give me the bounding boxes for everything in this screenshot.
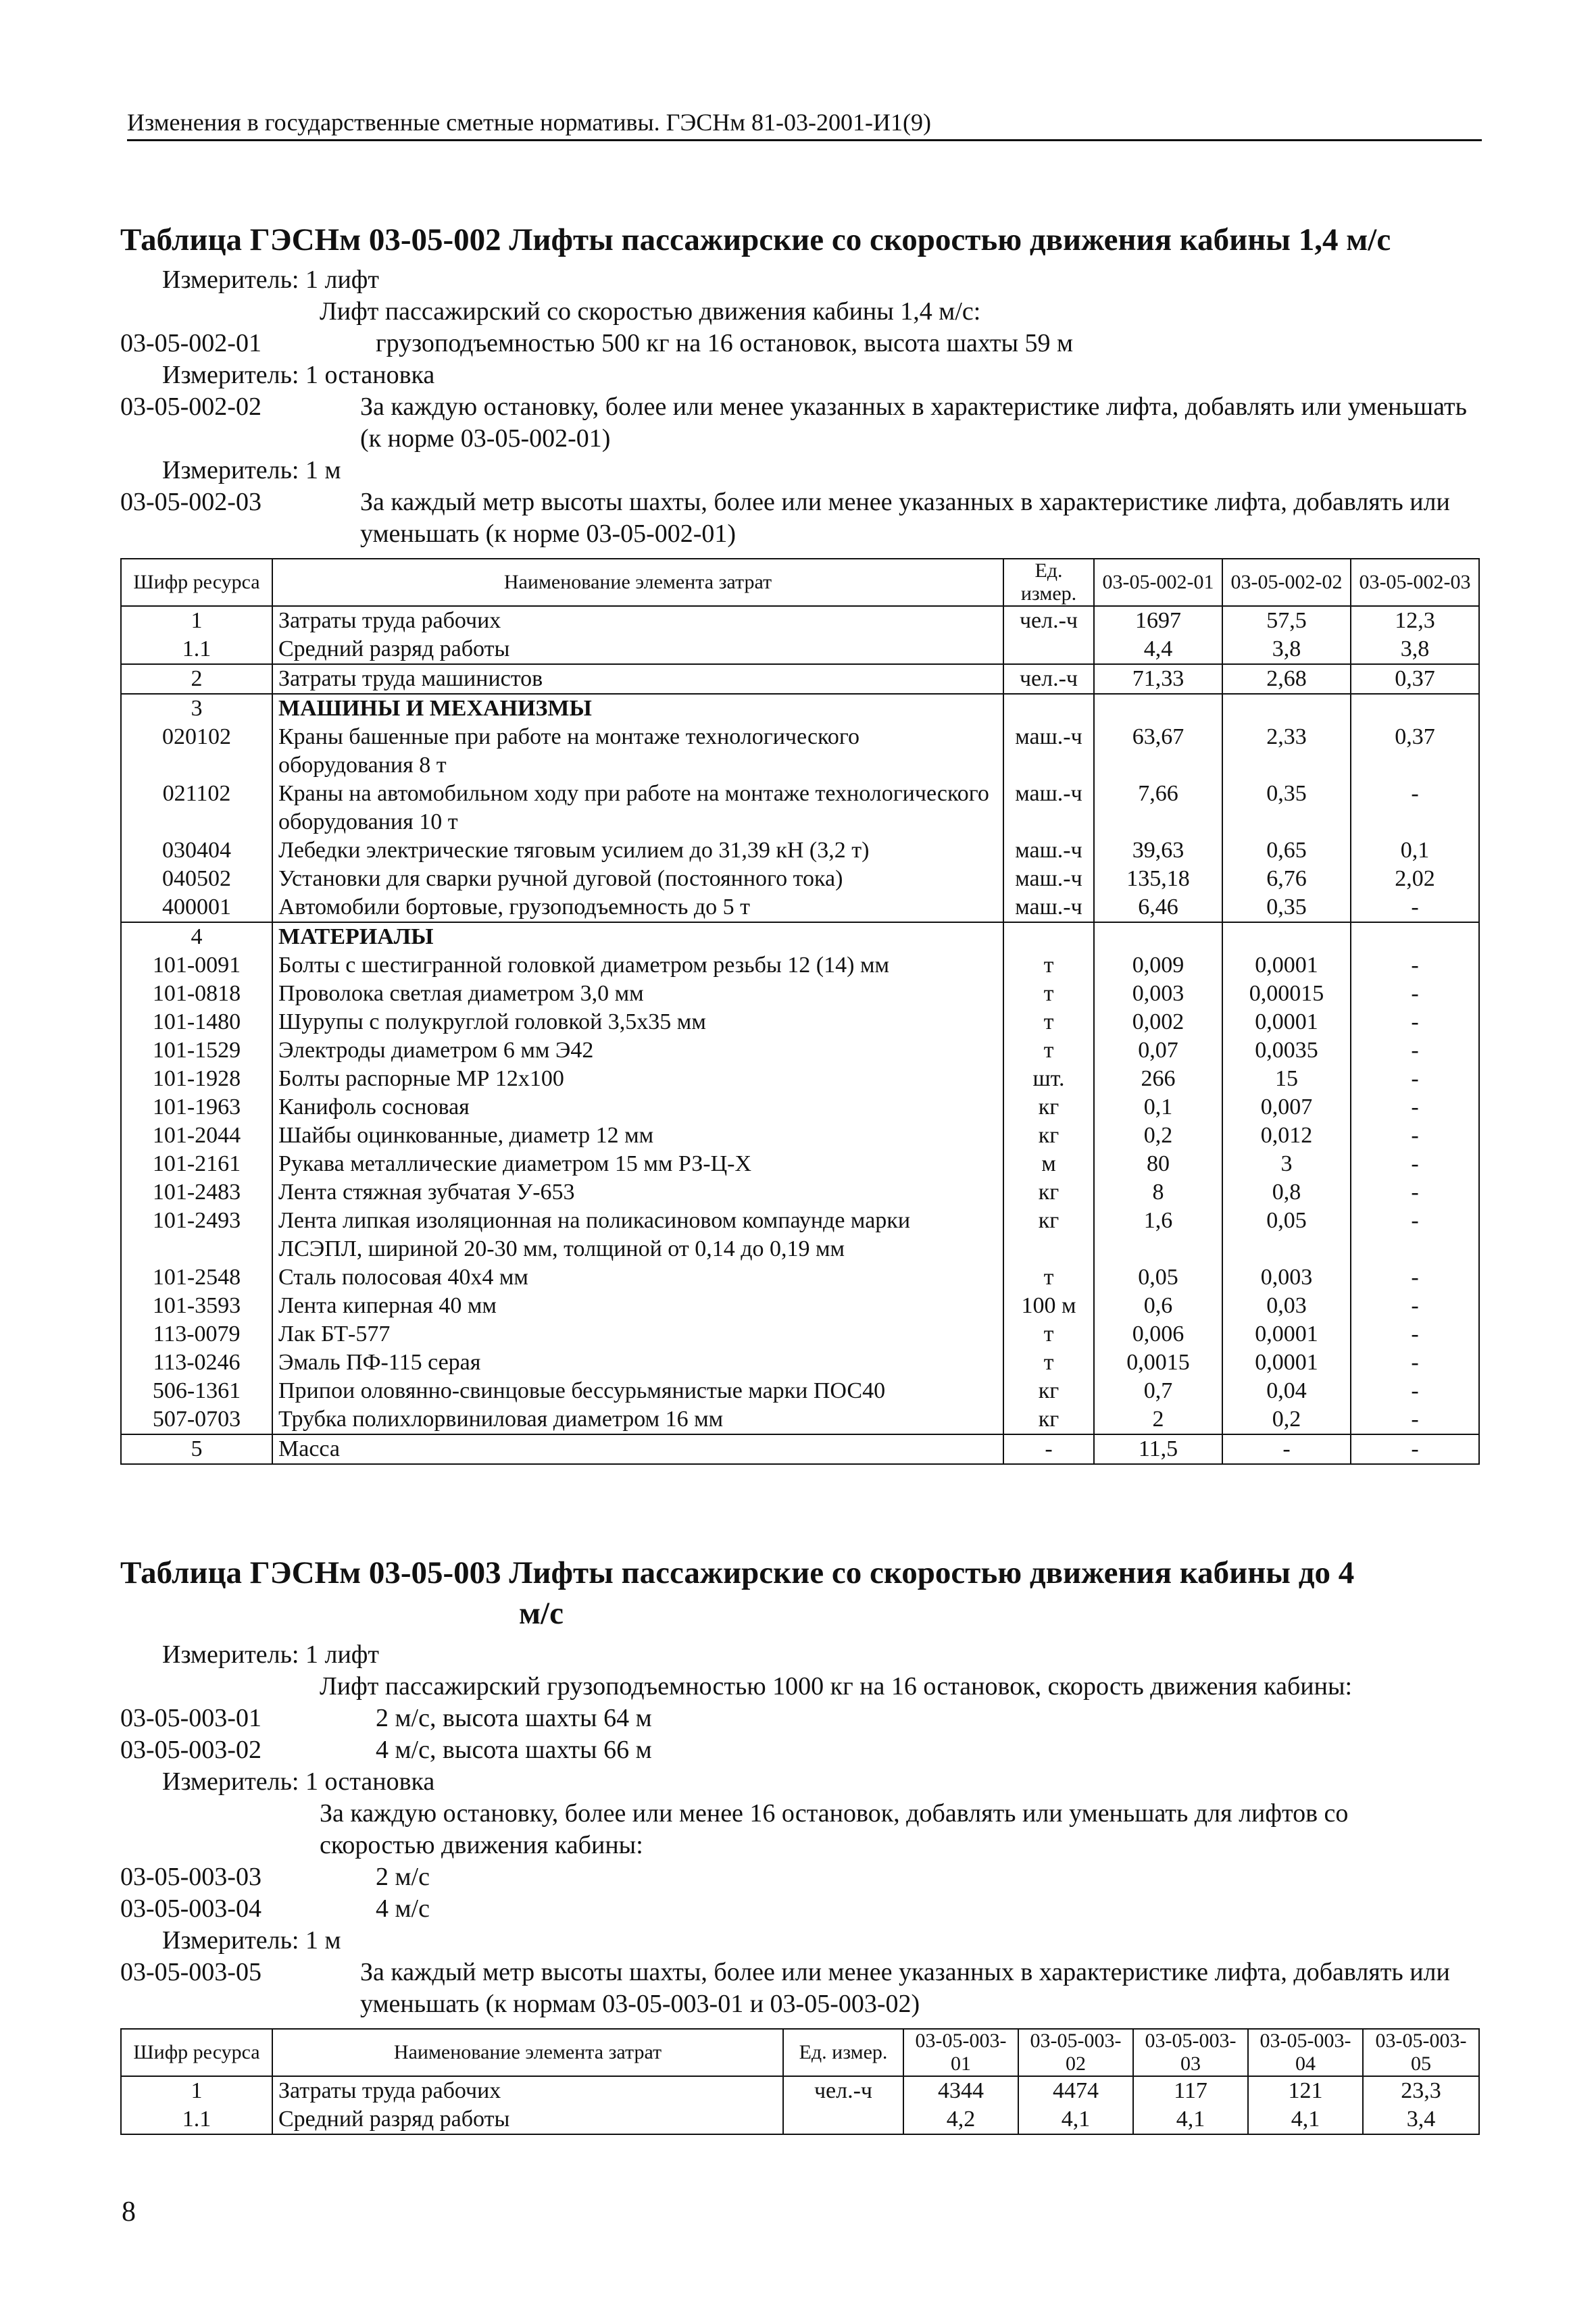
cell-value: 4474 bbox=[1018, 2076, 1133, 2105]
cell-value: 117 bbox=[1133, 2076, 1248, 2105]
table-header-row bbox=[121, 559, 1479, 606]
cell-value: 0,0035 bbox=[1222, 1036, 1351, 1065]
cell-name: Рукава металлические диаметром 15 мм РЗ-Ц-Х bbox=[272, 1150, 1003, 1178]
cell-name: Канифоль сосновая bbox=[272, 1093, 1003, 1122]
cell-name: Шурупы с полукруглой головкой 3,5х35 мм bbox=[272, 1008, 1003, 1036]
norm-code: 03-05-003-04 bbox=[120, 1894, 261, 1923]
cell-unit: маш.-ч bbox=[1003, 780, 1094, 836]
cell-name: Средний разряд работы bbox=[272, 2105, 783, 2134]
cell-value: 71,33 bbox=[1094, 664, 1222, 694]
table-row bbox=[121, 1434, 1479, 1464]
cell-unit: - bbox=[1003, 1434, 1094, 1464]
cell-code: 021102 bbox=[121, 780, 272, 836]
cell-value: 11,5 bbox=[1094, 1434, 1222, 1464]
cell-value: 121 bbox=[1248, 2076, 1363, 2105]
cell-value: 0,2 bbox=[1222, 1405, 1351, 1434]
section-table-03-05-003 bbox=[120, 1553, 1478, 2135]
header-norm: 03-05-002-03 bbox=[1351, 559, 1479, 606]
cell-value: 0,0001 bbox=[1222, 951, 1351, 980]
norm-text: 4 м/с bbox=[376, 1894, 430, 1923]
table-row bbox=[121, 951, 1479, 980]
table-header-row bbox=[121, 2029, 1479, 2076]
cell-unit: маш.-ч bbox=[1003, 893, 1094, 922]
cell-value: 39,63 bbox=[1094, 836, 1222, 865]
cell-unit: т bbox=[1003, 1263, 1094, 1292]
cell-value: 0,00015 bbox=[1222, 980, 1351, 1008]
cell-value: 3,4 bbox=[1363, 2105, 1479, 2134]
cell-unit: маш.-ч bbox=[1003, 836, 1094, 865]
cell-value: 57,5 bbox=[1222, 606, 1351, 635]
intro-line: Лифт пассажирский со скоростью движения кабины 1,4 м/с: bbox=[320, 297, 981, 326]
cell-value: 2,33 bbox=[1222, 723, 1351, 780]
cell-value bbox=[1094, 922, 1222, 951]
cell-value: 15 bbox=[1222, 1065, 1351, 1093]
cell-code: 101-2548 bbox=[121, 1263, 272, 1292]
cell-value: 0,35 bbox=[1222, 893, 1351, 922]
cell-unit: 100 м bbox=[1003, 1292, 1094, 1320]
cell-unit: кг bbox=[1003, 1122, 1094, 1150]
cell-unit: т bbox=[1003, 1320, 1094, 1349]
cell-value: 4,1 bbox=[1018, 2105, 1133, 2134]
cell-unit: м bbox=[1003, 1150, 1094, 1178]
table1-description bbox=[120, 264, 1478, 550]
cell-unit: кг bbox=[1003, 1207, 1094, 1263]
cell-unit: маш.-ч bbox=[1003, 723, 1094, 780]
cell-value: 0,0001 bbox=[1222, 1008, 1351, 1036]
cell-value: 4,2 bbox=[903, 2105, 1018, 2134]
table-row bbox=[121, 1150, 1479, 1178]
cell-value: 4,4 bbox=[1094, 635, 1222, 664]
cell-name: Затраты труда рабочих bbox=[272, 2076, 783, 2105]
cell-value: 0,012 bbox=[1222, 1122, 1351, 1150]
cell-value: 12,3 bbox=[1351, 606, 1479, 635]
cell-name: Шайбы оцинкованные, диаметр 12 мм bbox=[272, 1122, 1003, 1150]
cell-value bbox=[1351, 694, 1479, 723]
cell-value: 0,009 bbox=[1094, 951, 1222, 980]
cell-value bbox=[1351, 922, 1479, 951]
cell-value: 3,8 bbox=[1351, 635, 1479, 664]
cell-value: 0,35 bbox=[1222, 780, 1351, 836]
norm-text: 4 м/с, высота шахты 66 м bbox=[376, 1736, 652, 1764]
header-norm: 03-05-003-01 bbox=[903, 2029, 1018, 2076]
cell-value: - bbox=[1351, 951, 1479, 980]
cell-value: 23,3 bbox=[1363, 2076, 1479, 2105]
cell-code: 020102 bbox=[121, 723, 272, 780]
cell-value bbox=[1094, 694, 1222, 723]
cell-code: 101-0818 bbox=[121, 980, 272, 1008]
cell-code: 400001 bbox=[121, 893, 272, 922]
meter-line: Измеритель: 1 м bbox=[162, 1926, 341, 1955]
cell-value: 0,0015 bbox=[1094, 1349, 1222, 1377]
table-row bbox=[121, 1263, 1479, 1292]
norm-text: 2 м/с, высота шахты 64 м bbox=[376, 1704, 652, 1732]
cell-unit: шт. bbox=[1003, 1065, 1094, 1093]
cell-name: Сталь полосовая 40х4 мм bbox=[272, 1263, 1003, 1292]
cell-value: 0,006 bbox=[1094, 1320, 1222, 1349]
cell-name: Лента стяжная зубчатая У-653 bbox=[272, 1178, 1003, 1207]
cell-value: 0,003 bbox=[1094, 980, 1222, 1008]
cell-value: - bbox=[1351, 1434, 1479, 1464]
cell-code: 1.1 bbox=[121, 2105, 272, 2134]
cell-code: 101-2493 bbox=[121, 1207, 272, 1263]
cell-value: 2 bbox=[1094, 1405, 1222, 1434]
norm-text: За каждую остановку, более или менее указанных в характеристике лифта, добавлять или уменьшать (к норме 03-05-002-01) bbox=[360, 393, 1467, 453]
norm-text: За каждый метр высоты шахты, более или менее указанных в характеристике лифта, добавлять или уменьшать (к нормам 03-05-003-01 и 03-05-003-02) bbox=[360, 1958, 1450, 2018]
cell-value: 0,003 bbox=[1222, 1263, 1351, 1292]
table-row bbox=[121, 1377, 1479, 1405]
norm-text: грузоподъемностью 500 кг на 16 остановок, высота шахты 59 м bbox=[376, 329, 1074, 357]
cell-value: - bbox=[1351, 780, 1479, 836]
cell-name: Электроды диаметром 6 мм Э42 bbox=[272, 1036, 1003, 1065]
cell-value: 0,05 bbox=[1222, 1207, 1351, 1263]
cell-value: 0,04 bbox=[1222, 1377, 1351, 1405]
cell-value: - bbox=[1351, 1036, 1479, 1065]
cell-value: - bbox=[1351, 980, 1479, 1008]
table2-title-cont: м/с bbox=[519, 1596, 564, 1631]
cell-value: - bbox=[1351, 1405, 1479, 1434]
cell-code: 1 bbox=[121, 2076, 272, 2105]
cell-value: - bbox=[1351, 1008, 1479, 1036]
cell-value: - bbox=[1222, 1434, 1351, 1464]
header-norm: 03-05-002-02 bbox=[1222, 559, 1351, 606]
cell-code: 101-2161 bbox=[121, 1150, 272, 1178]
cell-value: 0,1 bbox=[1094, 1093, 1222, 1122]
cell-value: 0,0001 bbox=[1222, 1349, 1351, 1377]
table1-title: Таблица ГЭСНм 03-05-002 Лифты пассажирские со скоростью движения кабины 1,4 м/с bbox=[120, 222, 1391, 257]
cell-unit: т bbox=[1003, 1349, 1094, 1377]
header-name: Наименование элемента затрат bbox=[272, 2029, 783, 2076]
cell-value: 63,67 bbox=[1094, 723, 1222, 780]
cell-value: - bbox=[1351, 1377, 1479, 1405]
cell-name: МАТЕРИАЛЫ bbox=[272, 922, 1003, 951]
running-header: Изменения в государственные сметные нормативы. ГЭСНм 81-03-2001-И1(9) bbox=[127, 108, 1482, 141]
cell-unit: кг bbox=[1003, 1405, 1094, 1434]
cell-value: 0,65 bbox=[1222, 836, 1351, 865]
cell-value: - bbox=[1351, 1093, 1479, 1122]
cell-value: - bbox=[1351, 1065, 1479, 1093]
cell-unit: маш.-ч bbox=[1003, 865, 1094, 893]
cell-value: 6,46 bbox=[1094, 893, 1222, 922]
header-code: Шифр ресурса bbox=[121, 2029, 272, 2076]
table-row bbox=[121, 1178, 1479, 1207]
cell-unit: чел.-ч bbox=[1003, 664, 1094, 694]
table-row bbox=[121, 980, 1479, 1008]
table-row bbox=[121, 2076, 1479, 2105]
cell-code: 506-1361 bbox=[121, 1377, 272, 1405]
cell-value: 4,1 bbox=[1133, 2105, 1248, 2134]
cell-value: - bbox=[1351, 1349, 1479, 1377]
cell-unit bbox=[1003, 635, 1094, 664]
cell-value: 0,37 bbox=[1351, 723, 1479, 780]
table-row bbox=[121, 1122, 1479, 1150]
cell-value: - bbox=[1351, 1150, 1479, 1178]
table-row bbox=[121, 664, 1479, 694]
cell-value: 0,8 bbox=[1222, 1178, 1351, 1207]
header-norm: 03-05-003-04 bbox=[1248, 2029, 1363, 2076]
cell-value: 2,68 bbox=[1222, 664, 1351, 694]
cell-value: 0,37 bbox=[1351, 664, 1479, 694]
cell-name: Болты распорные МР 12х100 bbox=[272, 1065, 1003, 1093]
cell-name: Трубка полихлорвиниловая диаметром 16 мм bbox=[272, 1405, 1003, 1434]
cell-name: Установки для сварки ручной дуговой (постоянного тока) bbox=[272, 865, 1003, 893]
cell-value: 1,6 bbox=[1094, 1207, 1222, 1263]
norm-code: 03-05-003-02 bbox=[120, 1736, 261, 1764]
intro-line: Лифт пассажирский грузоподъемностью 1000 кг на 16 остановок, скорость движения кабины: bbox=[320, 1672, 1353, 1701]
cell-unit: кг bbox=[1003, 1377, 1094, 1405]
table-row bbox=[121, 723, 1479, 780]
cell-code: 101-1480 bbox=[121, 1008, 272, 1036]
cell-name: Эмаль ПФ-115 серая bbox=[272, 1349, 1003, 1377]
cell-name: Краны башенные при работе на монтаже технологического оборудования 8 т bbox=[272, 723, 1003, 780]
header-norm: 03-05-003-03 bbox=[1133, 2029, 1248, 2076]
table-row bbox=[121, 865, 1479, 893]
meter-line: Измеритель: 1 лифт bbox=[162, 266, 380, 294]
cell-value: 0,03 bbox=[1222, 1292, 1351, 1320]
table-row bbox=[121, 1405, 1479, 1434]
cell-name: Лак БТ-577 bbox=[272, 1320, 1003, 1349]
cell-value: - bbox=[1351, 1178, 1479, 1207]
cell-name: Лебедки электрические тяговым усилием до 31,39 кН (3,2 т) bbox=[272, 836, 1003, 865]
cell-unit: т bbox=[1003, 1036, 1094, 1065]
cell-value bbox=[1222, 922, 1351, 951]
cell-code: 1.1 bbox=[121, 635, 272, 664]
cell-code: 2 bbox=[121, 664, 272, 694]
cell-value bbox=[1222, 694, 1351, 723]
norm-code: 03-05-003-05 bbox=[120, 1958, 261, 1986]
meter-line: Измеритель: 1 м bbox=[162, 456, 341, 484]
cell-value: - bbox=[1351, 1292, 1479, 1320]
table-row bbox=[121, 1093, 1479, 1122]
cell-code: 113-0079 bbox=[121, 1320, 272, 1349]
table-row bbox=[121, 694, 1479, 723]
cell-unit bbox=[1003, 922, 1094, 951]
cell-code: 040502 bbox=[121, 865, 272, 893]
cell-value: 0,2 bbox=[1094, 1122, 1222, 1150]
table-row bbox=[121, 1320, 1479, 1349]
cell-name: Проволока светлая диаметром 3,0 мм bbox=[272, 980, 1003, 1008]
header-unit: Ед. измер. bbox=[783, 2029, 903, 2076]
meter-line: Измеритель: 1 лифт bbox=[162, 1640, 380, 1669]
header-norm: 03-05-002-01 bbox=[1094, 559, 1222, 606]
cell-code: 5 bbox=[121, 1434, 272, 1464]
cell-code: 030404 bbox=[121, 836, 272, 865]
cell-code: 101-1963 bbox=[121, 1093, 272, 1122]
cell-code: 101-2044 bbox=[121, 1122, 272, 1150]
resource-table-2 bbox=[120, 2028, 1480, 2135]
cell-value: 0,1 bbox=[1351, 836, 1479, 865]
cell-value: 4344 bbox=[903, 2076, 1018, 2105]
cell-value: 135,18 bbox=[1094, 865, 1222, 893]
cell-value: - bbox=[1351, 1263, 1479, 1292]
table-row bbox=[121, 922, 1479, 951]
cell-value: 0,007 bbox=[1222, 1093, 1351, 1122]
cell-code: 507-0703 bbox=[121, 1405, 272, 1434]
cell-value: - bbox=[1351, 1122, 1479, 1150]
table-row bbox=[121, 836, 1479, 865]
norm-code: 03-05-003-01 bbox=[120, 1704, 261, 1732]
cell-value: 0,7 bbox=[1094, 1377, 1222, 1405]
section-table-03-05-002 bbox=[120, 220, 1478, 1465]
cell-code: 101-3593 bbox=[121, 1292, 272, 1320]
table-row bbox=[121, 1207, 1479, 1263]
cell-value: 0,002 bbox=[1094, 1008, 1222, 1036]
cell-unit: кг bbox=[1003, 1178, 1094, 1207]
table-row bbox=[121, 780, 1479, 836]
header-norm: 03-05-003-02 bbox=[1018, 2029, 1133, 2076]
cell-value: 0,05 bbox=[1094, 1263, 1222, 1292]
cell-unit: чел.-ч bbox=[1003, 606, 1094, 635]
cell-code: 1 bbox=[121, 606, 272, 635]
cell-code: 3 bbox=[121, 694, 272, 723]
cell-value: 0,07 bbox=[1094, 1036, 1222, 1065]
cell-value: - bbox=[1351, 1320, 1479, 1349]
cell-value: 0,0001 bbox=[1222, 1320, 1351, 1349]
norm-text: За каждый метр высоты шахты, более или менее указанных в характеристике лифта, добавлять или уменьшать (к норме 03-05-002-01) bbox=[360, 488, 1450, 548]
cell-name: Лента киперная 40 мм bbox=[272, 1292, 1003, 1320]
table2-title: Таблица ГЭСНм 03-05-003 Лифты пассажирские со скоростью движения кабины до 4 bbox=[120, 1555, 1355, 1590]
cell-unit bbox=[783, 2105, 903, 2134]
cell-name: Средний разряд работы bbox=[272, 635, 1003, 664]
norm-code: 03-05-002-01 bbox=[120, 329, 261, 357]
cell-value: 8 bbox=[1094, 1178, 1222, 1207]
cell-code: 101-2483 bbox=[121, 1178, 272, 1207]
meter-line: Измеритель: 1 остановка bbox=[162, 1767, 435, 1796]
table1-body bbox=[121, 606, 1479, 1464]
cell-value: 3 bbox=[1222, 1150, 1351, 1178]
cell-value: 2,02 bbox=[1351, 865, 1479, 893]
cell-value: 4,1 bbox=[1248, 2105, 1363, 2134]
cell-name: Краны на автомобильном ходу при работе на монтаже технологического оборудования 10 т bbox=[272, 780, 1003, 836]
table-row bbox=[121, 606, 1479, 635]
cell-unit: кг bbox=[1003, 1093, 1094, 1122]
cell-value: - bbox=[1351, 893, 1479, 922]
table-row bbox=[121, 1065, 1479, 1093]
table2-description bbox=[120, 1639, 1478, 2020]
header-name: Наименование элемента затрат bbox=[272, 559, 1003, 606]
table-row bbox=[121, 2105, 1479, 2134]
meter-line: Измеритель: 1 остановка bbox=[162, 361, 435, 389]
cell-value: 7,66 bbox=[1094, 780, 1222, 836]
cell-unit: т bbox=[1003, 1008, 1094, 1036]
cell-name: Автомобили бортовые, грузоподъемность до 5 т bbox=[272, 893, 1003, 922]
table-row bbox=[121, 1292, 1479, 1320]
cell-name: МАШИНЫ И МЕХАНИЗМЫ bbox=[272, 694, 1003, 723]
cell-unit bbox=[1003, 694, 1094, 723]
cell-name: Лента липкая изоляционная на поликасиновом компаунде марки ЛСЭПЛ, шириной 20-30 мм, толщиной от 0,14 до 0,19 мм bbox=[272, 1207, 1003, 1263]
cell-unit: т bbox=[1003, 980, 1094, 1008]
page-number: 8 bbox=[122, 2196, 136, 2228]
table-row bbox=[121, 893, 1479, 922]
resource-table-1 bbox=[120, 558, 1480, 1465]
cell-code: 113-0246 bbox=[121, 1349, 272, 1377]
cell-value: 266 bbox=[1094, 1065, 1222, 1093]
cell-value: 80 bbox=[1094, 1150, 1222, 1178]
cell-code: 4 bbox=[121, 922, 272, 951]
cell-value: 1697 bbox=[1094, 606, 1222, 635]
norm-text: 2 м/с bbox=[376, 1863, 430, 1891]
norm-code: 03-05-002-03 bbox=[120, 488, 261, 516]
header-code: Шифр ресурса bbox=[121, 559, 272, 606]
intro-line: За каждую остановку, более или менее 16 остановок, добавлять или уменьшать для лифтов со скоростью движения кабины: bbox=[320, 1799, 1349, 1859]
header-norm: 03-05-003-05 bbox=[1363, 2029, 1479, 2076]
cell-unit: чел.-ч bbox=[783, 2076, 903, 2105]
norm-code: 03-05-002-02 bbox=[120, 393, 261, 421]
header-unit: Ед. измер. bbox=[1003, 559, 1094, 606]
table-row bbox=[121, 1036, 1479, 1065]
norm-code: 03-05-003-03 bbox=[120, 1863, 261, 1891]
cell-name: Болты с шестигранной головкой диаметром резьбы 12 (14) мм bbox=[272, 951, 1003, 980]
cell-name: Припои оловянно-свинцовые бессурьмянистые марки ПОС40 bbox=[272, 1377, 1003, 1405]
cell-value: 0,6 bbox=[1094, 1292, 1222, 1320]
table-row bbox=[121, 635, 1479, 664]
table-row bbox=[121, 1349, 1479, 1377]
cell-value: 3,8 bbox=[1222, 635, 1351, 664]
cell-name: Затраты труда рабочих bbox=[272, 606, 1003, 635]
table-row bbox=[121, 1008, 1479, 1036]
table2-body bbox=[121, 2076, 1479, 2134]
cell-name: Затраты труда машинистов bbox=[272, 664, 1003, 694]
cell-unit: т bbox=[1003, 951, 1094, 980]
cell-name: Масса bbox=[272, 1434, 1003, 1464]
cell-value: - bbox=[1351, 1207, 1479, 1263]
cell-code: 101-0091 bbox=[121, 951, 272, 980]
cell-value: 6,76 bbox=[1222, 865, 1351, 893]
cell-code: 101-1928 bbox=[121, 1065, 272, 1093]
cell-code: 101-1529 bbox=[121, 1036, 272, 1065]
